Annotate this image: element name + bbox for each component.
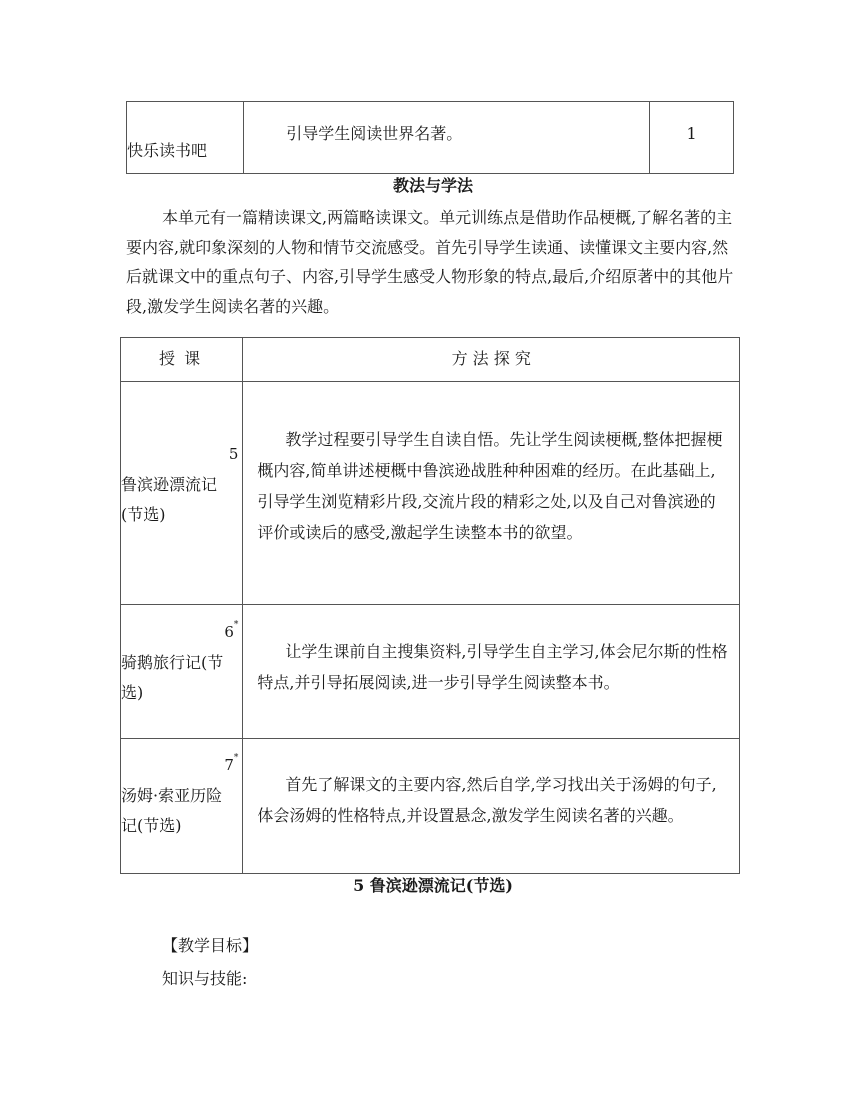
method-cell-5 <box>243 382 740 605</box>
header-method: 方 法 探 究 <box>451 349 531 368</box>
reading-hours: 1 <box>686 124 697 143</box>
header-lesson: 授 课 <box>159 349 203 368</box>
lesson-number: 5 <box>228 445 239 463</box>
method-text: 首先了解课文的主要内容,然后自学,学习找出关于汤姆的句子,体会汤姆的性格特点,并设置悬念,激发学生阅读名著的兴趣。 <box>257 775 717 825</box>
reading-table <box>126 101 734 174</box>
intro-paragraph <box>126 203 740 321</box>
lesson-heading: 5 鲁滨逊漂流记(节选) <box>353 876 513 895</box>
lesson-cell-6 <box>121 605 243 739</box>
reading-name: 快乐读书吧 <box>127 141 208 160</box>
lesson-cell-7 <box>121 739 243 874</box>
header-cell-lesson <box>121 338 243 382</box>
objectives-label: 【教学目标】 <box>162 936 259 955</box>
lesson-number: 6* <box>224 620 239 641</box>
method-cell-7 <box>243 739 740 874</box>
method-table <box>120 337 740 874</box>
intro-text: 本单元有一篇精读课文,两篇略读课文。单元训练点是借助作品梗概,了解名著的主要内容,就印象深刻的人物和情节交流感受。首先引导学生读通、读懂课文主要内容,然后就课文中的重点句子、内容,引导学生感受人物形象的特点,最后,介绍原著中的其他片段,激发学生阅读名著的兴趣。 <box>126 208 734 316</box>
section-heading: 教法与学法 <box>392 176 473 195</box>
method-text: 教学过程要引导学生自读自悟。先让学生阅读梗概,整体把握梗概内容,简单讲述梗概中鲁滨逊战胜种种困难的经历。在此基础上,引导学生浏览精彩片段,交流片段的精彩之处,以及自己对鲁滨逊的评价或读后的感受,激起学生读整本书的欲望。 <box>257 430 723 542</box>
reading-content-cell <box>244 102 649 174</box>
reading-content: 引导学生阅读世界名著。 <box>286 124 463 143</box>
lesson-title: 鲁滨逊漂流记(节选) <box>121 475 218 524</box>
lesson-number: 7* <box>224 753 239 774</box>
lesson-title: 骑鹅旅行记(节选) <box>121 653 224 702</box>
reading-name-cell <box>127 102 244 174</box>
reading-hours-cell <box>649 102 733 174</box>
method-cell-6 <box>243 605 740 739</box>
lesson-cell-5 <box>121 382 243 605</box>
header-cell-method <box>243 338 740 382</box>
method-text: 让学生课前自主搜集资料,引导学生自主学习,体会尼尔斯的性格特点,并引导拓展阅读,进一步引导学生阅读整本书。 <box>257 642 728 692</box>
lesson-title: 汤姆·索亚历险记(节选) <box>121 786 223 835</box>
knowledge-label: 知识与技能: <box>162 969 248 988</box>
